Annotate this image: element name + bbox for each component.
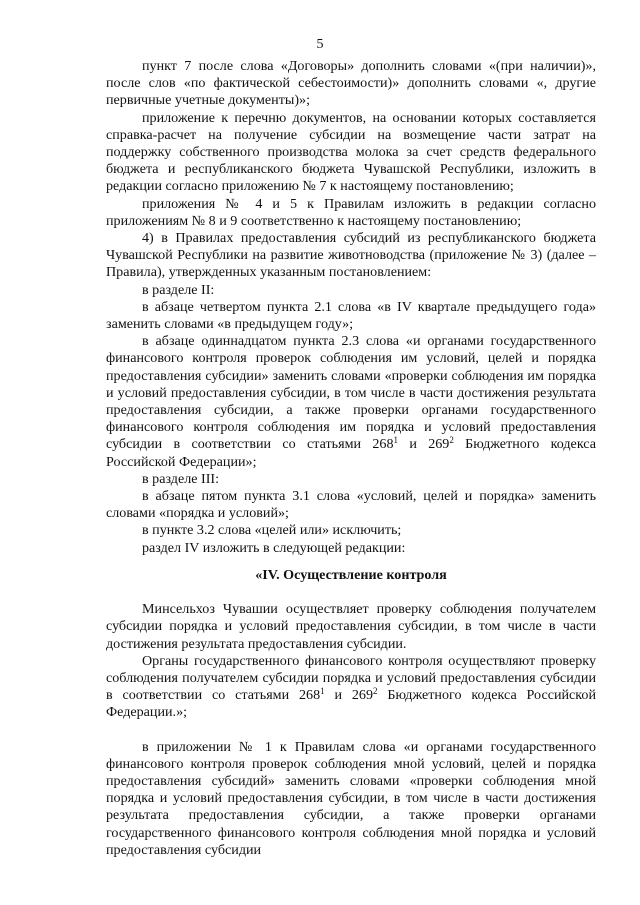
page-number: 5 [316,37,324,52]
paragraph-13-sup-1: 1 [320,686,325,697]
paragraph-13-sup-2: 2 [373,686,378,697]
paragraph-1: пункт 7 после слова «Договоры» дополнить словами «(при наличии)», после слов «по фактической себестоимости)» дополнить словами «, другие первичные учетные документы)»; [106,58,596,109]
paragraph-9: в абзаце пятом пункта 3.1 слова «условий, целей и порядка» заменить словами «порядка и условий»; [106,488,596,522]
paragraph-7-text-a: в абзаце одиннадцатом пункта 2.3 слова «и органами государственного финансового контроля проверок соблюдения им условий, целей и порядка предоставления субсидии» заменить словами «проверки соблюдения им порядка и условий предоставления субсидии, в том числе в части достижения результата предоставления субсидии, а также проверки органами государственного финансового контроля соблюдения им порядка и условий предоставления субсидии в соответствии со статьями 268 [106,333,596,453]
paragraph-13 [106,653,596,722]
paragraph-7-text-b: и 269 [398,436,450,453]
paragraph-13-text-c: Бюджетного кодекса Российской Федерации.»; [106,687,597,721]
paragraph-7-text-c: Бюджетного кодекса Российской Федерации»; [106,436,596,470]
section-title: «IV. Осуществление контроля [255,566,447,583]
paragraph-4: 4) в Правилах предоставления субсидий из республиканского бюджета Чувашской Республики на развитие животноводства (приложение № 3) (далее – Правила), утвержденных указанным постановлением: [106,230,596,281]
paragraph-13-text-b: и 269 [324,687,374,704]
paragraph-10: в пункте 3.2 слова «целей или» исключить; [142,522,402,539]
paragraph-11: раздел IV изложить в следующей редакции: [142,539,406,556]
paragraph-3: приложения № 4 и 5 к Правилам изложить в редакции согласно приложениям № 8 и 9 соответственно к настоящему постановлению; [106,195,596,229]
paragraph-2: приложение к перечню документов, на основании которых составляется справка-расчет на получение субсидии на возмещение части затрат на поддержку собственного производства молока за счет средств федерального бюджета и республиканского бюджета Чувашской Республики, изложить в редакции согласно приложению № 7 к настоящему постановлению; [106,109,596,195]
paragraph-6: в абзаце четвертом пункта 2.1 слова «в IV квартале предыдущего года» заменить словами «в предыдущем году»; [106,298,596,333]
paragraph-14: в приложении № 1 к Правилам слова «и органами государственного финансового контроля проверок соблюдения мной условий, целей и порядка предоставления субсидий» заменить словами «проверки соблюдения мной порядка и условий предоставления субсидии, в том числе в части достижения результата предоставления субсидии, а также проверки органами государственного финансового контроля соблюдения мной порядка и условий предоставления субсидии [106,738,596,858]
paragraph-7-sup-2: 2 [449,435,454,446]
paragraph-12: Минсельхоз Чувашии осуществляет проверку соблюдения получателем субсидии порядка и условий предоставления субсидии, в том числе в части достижения результата предоставления субсидии. [106,601,596,652]
document-body [106,58,596,859]
paragraph-13-text-a: Органы государственного финансового контроля осуществляют проверку соблюдения получателем субсидии порядка и условий предоставления субсидии в соответствии со статьями 268 [106,652,596,704]
paragraph-7-sup-1: 1 [393,435,399,446]
paragraph-5: в разделе II: [142,281,215,298]
paragraph-8: в разделе III: [142,470,220,487]
paragraph-7 [106,333,596,471]
